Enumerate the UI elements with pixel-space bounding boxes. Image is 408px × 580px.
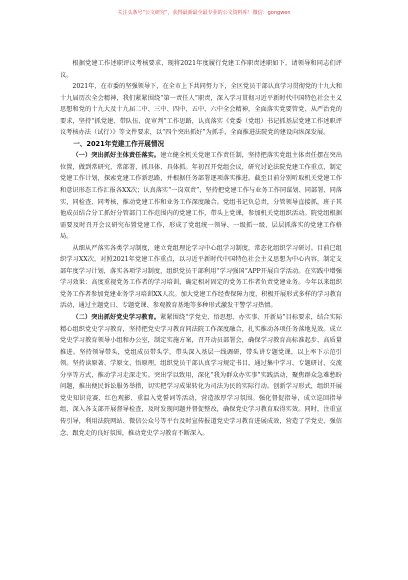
subsection-2-lead: （二）突出抓好党史学习教育。 <box>72 314 161 322</box>
subsection-2-paragraph <box>60 312 342 439</box>
subsection-1-lead: （一）突出抓好主体责任落实。 <box>72 152 161 160</box>
subsection-1-paragraph <box>60 150 342 242</box>
document-body <box>60 58 342 558</box>
study-system-paragraph: 从细从严落实各类学习制度，建立党组理论学习中心组学习制度，常态化组织学习研讨。目前已组织学习XX次，对照2021年党建工作重点，以习近平新时代中国特色社会主义思想为中心内容，制定支部年度学习计划，落实各项学习制度，组织党员干部利用“学习强国”APP开展自学活动。在实践中增强学习效果：高度重视党务工作者的学习培训，确定相对固定的党务工作者负责党建业务。今年以来组织党务工作者参加党建业务学习培训XX人次。加大党建工作经费保障力度，积极开展形式多样的学习教育活动，通过主题党日、专题党课、参观教育基地等多种形式激发干警学习热情。 <box>60 244 342 310</box>
subsection-1-body: 建立健全机关党建工作责任制，坚持把落实党组主体责任摆在突出位置，做到常研究、常部署，抓具体、具体抓。年初召开党组会议，研究讨论法院党建工作重点，制定党建工作计划，探索党建工作新思路，并根据任务部署逐项落实推进。截至目前分别听取机关党建工作和意识形态工作汇报各XX次；认真落实“一岗双责”，坚持把党建工作与业务工作同谋划、同部署、同落实，同检查、同考核，推动党建工作和业务工作深度融合。党组书记负总责，分管领导直接抓，班子其他成员结合分工抓好分管部门工作范围内的党建工作，带头上党课，参加机关党组织活动。院党组根据需要及时召开会议研究布置党建工作，形成了党组统一领导、一级抓一级、层层抓落实的党建工作格局。 <box>60 152 342 241</box>
section-1-heading: 一、2021年党建工作开展情况 <box>73 139 165 148</box>
promo-banner: 关注头条号“公文研究”，获得最新最全最专业的公文资料库！微信：gongwen <box>117 10 291 16</box>
intro-paragraph-1: 根据党建工作述职评议考核要求，现将2021年度履行党建工作职责述职如下，请领导和同志们评议。 <box>60 60 342 79</box>
intro-paragraph-2: 2021年，在市委的坚强领导下，在全市上下共同努力下，全区党员干部认真学习贯彻党的十九大和十九届历次全会精神，我们紧紧围绕“第一责任人”职责，深入学习贯彻习近平新时代中国特色社会主义思想和党的十九大及十九届二中、三中、四中、五中、六中全会精神，全面落实党要管党、从严治党的要求，坚持“抓党建、带队伍、促审判”工作思路，认真落实《党委（党组）书记抓基层党建工作述职评议考核办法（试行）》等文件要求，以“四个突出抓好”为抓手，全面推进法院党的建设向纵深发展。 <box>60 83 342 137</box>
subsection-2-body: 紧紧围绕“学党史、悟思想、办实事、开新局”目标要求，结合实际精心组织党史学习教育，坚持把党史学习教育同法院工作深度融合，扎实推动各项任务落地见效。成立党史学习教育领导小组和办公室，制定实施方案，召开动员部署会，确保学习教育高标准起步、高质量推进。坚持领导带头，党组成员带头学，带头深入基层一线调研，带头讲专题党课，以上率下示范引领。坚持读原著、学原文、悟原理，组织党员干部认真学习规定书目，通过集中学习、专题研讨、交流分享等方式，推动学习走深走实。突出学以致用，深化“我为群众办实事”实践活动，聚焦群众急难愁盼问题，推出便民诉讼服务举措，切实把学习成果转化为司法为民的实际行动。创新学习形式，组织开展党史知识竞赛、红色观影、重温入党誓词等活动，营造浓厚学习氛围。强化督促指导，成立巡回指导组，深入各支部开展督导检查，及时发现问题并督促整改，确保党史学习教育取得实效。同时，注重宣传引导，利用法院网站、微信公众号等平台及时宣传报道党史学习教育进展成效，营造了学党史、强信念、跟党走的良好氛围，推动党史学习教育不断深入。 <box>60 314 342 437</box>
